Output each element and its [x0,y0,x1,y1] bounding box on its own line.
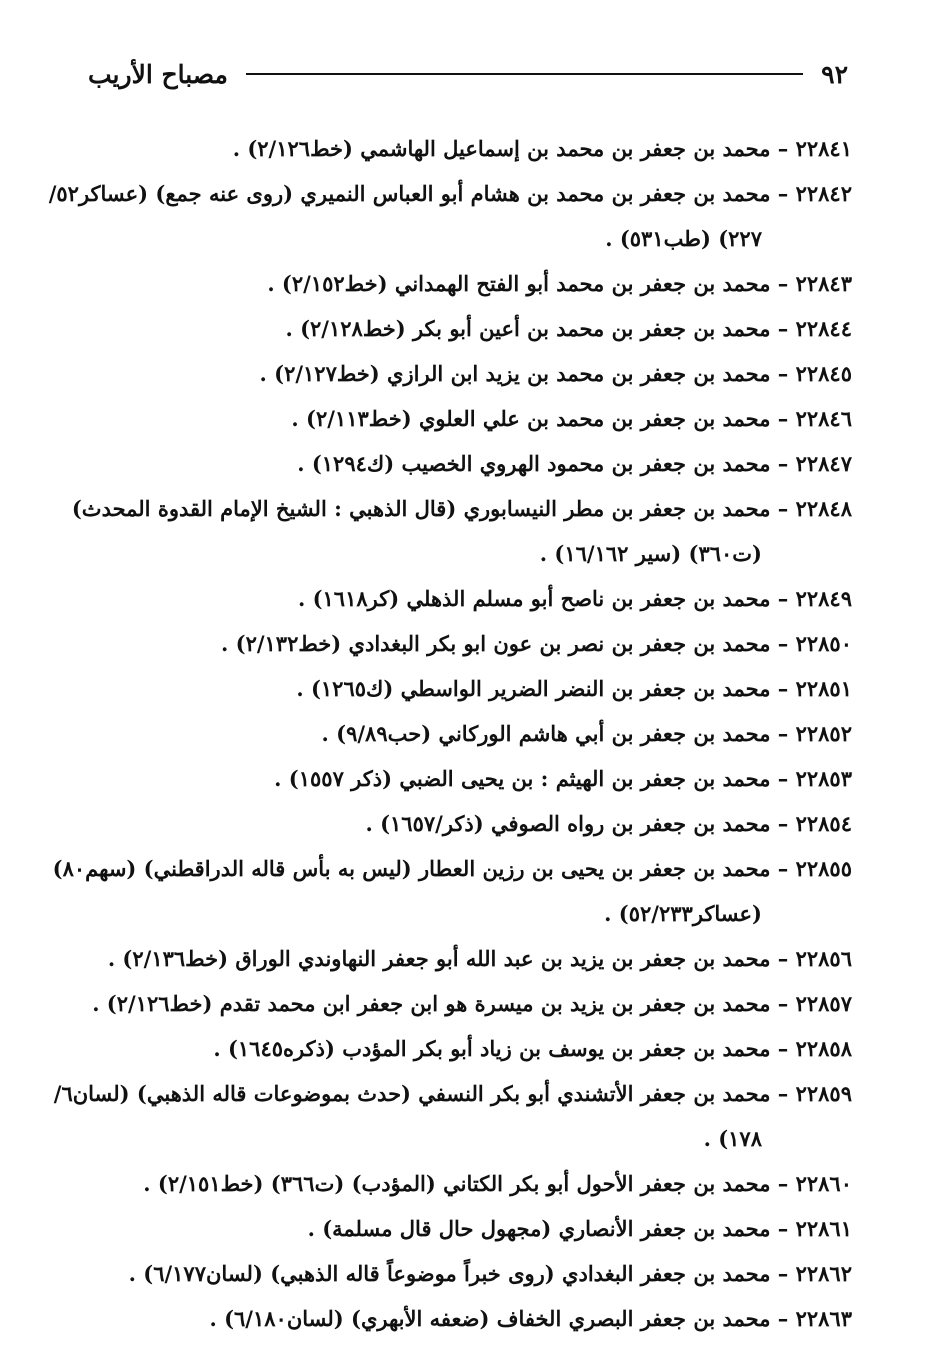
biography-entry [88,981,852,1026]
biography-entry [88,1206,852,1251]
entry-text: ٢٢٨٤٢ – محمد بن جعفر بن محمد بن هشام أبو العباس النميري (روى عنه جمع) (عساكر٥٢/ [48,181,852,206]
biography-entry [88,936,852,981]
entry-text: ٢٢٨٥٧ – محمد بن جعفر بن يزيد بن ميسرة هو ابن جعفر ابن محمد تقدم (خط٢/١٢٦) . [92,991,852,1016]
entry-text: ٢٢٨٦١ – محمد بن جعفر الأنصاري (مجهول حال قال مسلمة) . [307,1216,852,1241]
entry-text: ٢٢٨٤٨ – محمد بن جعفر بن مطر النيسابوري (قال الذهبي : الشيخ الإمام القدوة المحدث) [71,496,852,521]
biography-entry [52,846,852,936]
entry-text: ٢٢٨٤٦ – محمد بن جعفر بن محمد بن علي العلوي (خط٢/١١٣) . [291,406,852,431]
entry-text: ٢٢٨٥٩ – محمد بن جعفر الأتشندي أبو بكر النسفي (حدث بموضوعات قاله الذهبي) (لسان٦/ [53,1081,852,1106]
biography-entry [88,261,852,306]
entry-text: ٢٢٨٤٣ – محمد بن جعفر بن محمد أبو الفتح الهمداني (خط٢/١٥٢) . [267,271,852,296]
biography-entry [88,756,852,801]
entry-text: ٢٢٨٤٩ – محمد بن جعفر بن ناصح أبو مسلم الذهلي (كر١٦١٨) . [297,586,852,611]
biography-entry [88,801,852,846]
entry-text: ٢٢٨٥١ – محمد بن جعفر بن النضر الضرير الواسطي (ك١٢٦٥) . [296,676,852,701]
entry-continuation: (عساكر٥٢/٢٣٣) . [604,901,762,926]
page-number: ٩٢ [821,59,848,89]
biography-entry [88,576,852,621]
entry-continuation: ٢٢٧) (طب٥٣١) . [605,226,762,251]
entry-continuation: ١٧٨) . [703,1126,762,1151]
biography-entry [88,1251,852,1296]
biography-entry [48,171,852,261]
biography-entry [88,351,852,396]
entry-text: ٢٢٨٦٠ – محمد بن جعفر الأحول أبو بكر الكتاني (المؤدب) (ت٣٦٦) (خط٢/١٥١) . [143,1171,852,1196]
biography-entry [88,396,852,441]
header-rule [246,73,803,75]
entry-text: ٢٢٨٥٥ – محمد بن جعفر بن يحيى بن رزين العطار (ليس به بأس قاله الدراقطني) (سهم٨٠) [52,856,852,881]
entry-list [48,126,852,1341]
entry-text: ٢٢٨٤٥ – محمد بن جعفر بن محمد بن يزيد ابن الرازي (خط٢/١٢٧) . [259,361,852,386]
entry-text: ٢٢٨٤٧ – محمد بن جعفر بن محمود الهروي الخصيب (ك١٢٩٤) . [297,451,852,476]
entry-text: ٢٢٨٥٤ – محمد بن جعفر بن رواه الصوفي (ذكر/١٦٥٧) . [365,811,852,836]
entry-continuation: (ت٣٦٠) (سير ١٦/١٦٢) . [539,541,762,566]
entry-text: ٢٢٨٥٨ – محمد بن جعفر بن يوسف بن زياد أبو بكر المؤدب (ذكره١٦٤٥) . [213,1036,852,1061]
biography-entry [88,666,852,711]
biography-entry [88,1161,852,1206]
biography-entry [88,1026,852,1071]
entry-text: ٢٢٨٦٣ – محمد بن جعفر البصري الخفاف (ضعفه الأبهري) (لسان٦/١٨٠) . [209,1306,852,1331]
biography-entry [88,711,852,756]
entry-text: ٢٢٨٥٠ – محمد بن جعفر بن نصر بن عون ابو بكر البغدادي (خط٢/١٣٢) . [221,631,852,656]
biography-entry [88,126,852,171]
entry-text: ٢٢٨٦٢ – محمد بن جعفر البغدادي (روى خبراً موضوعاً قاله الذهبي) (لسان٦/١٧٧) . [128,1261,852,1286]
biography-entry [88,306,852,351]
entry-text: ٢٢٨٥٣ – محمد بن جعفر بن الهيثم : بن يحيى الضبي (ذكر ١٥٥٧) . [274,766,852,791]
biography-entry [88,1296,852,1341]
biography-entry [53,1071,852,1161]
book-title: مصباح الأريب [88,59,228,89]
biography-entry [88,441,852,486]
biography-entry [88,621,852,666]
entry-text: ٢٢٨٥٦ – محمد بن جعفر بن يزيد بن عبد الله أبو جعفر النهاوندي الوراق (خط٢/١٣٦) . [107,946,852,971]
entry-text: ٢٢٨٤١ – محمد بن جعفر بن محمد بن إسماعيل الهاشمي (خط٢/١٢٦) . [232,136,852,161]
entry-text: ٢٢٨٥٢ – محمد بن جعفر بن أبي هاشم الوركاني (حب٩/٨٩) . [321,721,852,746]
biography-entry [71,486,852,576]
running-header [88,54,848,94]
entry-text: ٢٢٨٤٤ – محمد بن جعفر بن محمد بن أعين أبو بكر (خط٢/١٢٨) . [285,316,852,341]
